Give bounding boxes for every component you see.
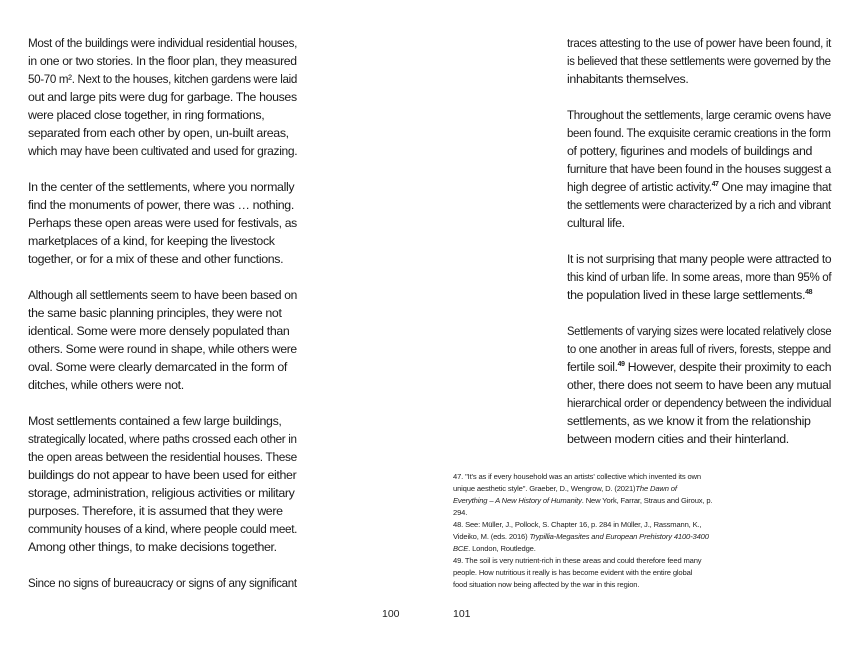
text-line: purposes. Therefore, it is assumed that they were <box>28 504 283 518</box>
text-line: furniture that have been found in the houses suggest a <box>567 162 831 176</box>
text-line: of pottery, figurines and models of buildings and <box>567 144 813 158</box>
text-line: community houses of a kind, where people could meet. <box>28 522 298 536</box>
text-line: storage, administration, religious activities or military <box>28 486 295 500</box>
text-segment: . New York, Farrar, Straus and Giroux, p. <box>581 496 713 505</box>
footnote-47: 47. "It's as if every household was an artists' collective which invented its own <box>453 472 701 481</box>
footnote-ref-47[interactable]: 47 <box>711 181 719 188</box>
footnote-48-cont <box>453 543 723 555</box>
text-line: Although all settlements seem to have been based on <box>28 288 297 302</box>
text-line: strategically located, where paths crossed each other in <box>28 432 297 446</box>
text-line: hierarchical order or dependency between the individual <box>567 396 832 410</box>
paragraph <box>28 34 298 160</box>
text-line: settlements, as we know it from the relationship <box>567 414 811 428</box>
footnote-49-cont: people. How nutritious it really is has become evident with the entire global <box>453 568 693 577</box>
text-line <box>567 358 832 376</box>
text-segment: the population lived in these large settlements. <box>567 288 806 302</box>
text-line <box>567 286 827 304</box>
footnote-49-cont: food situation now being affected by the war in this region. <box>453 580 640 589</box>
text-line: the open areas between the residential houses. These <box>28 450 297 464</box>
text-segment: fertile soil. <box>567 360 618 374</box>
text-line: marketplaces of a kind, for keeping the livestock <box>28 234 275 248</box>
text-line: together, or for a mix of these and other functions. <box>28 252 284 266</box>
text-line: 50-70 m². Next to the houses, kitchen gardens were laid <box>28 72 297 86</box>
footnote-47-cont <box>453 495 723 507</box>
text-line: Most of the buildings were individual residential houses, <box>28 36 298 50</box>
footnote-47-cont: 294. <box>453 508 468 517</box>
text-line: oval. Some were clearly demarcated in the form of <box>28 360 288 374</box>
text-segment: unique aesthetic style". Graeber, D., Wengrow, D. (2021) <box>453 484 636 493</box>
text-line: traces attesting to the use of power have been found, it <box>567 36 832 50</box>
page-number-left: 100 <box>382 608 400 620</box>
text-line: others. Some were round in shape, while others were <box>28 342 297 356</box>
text-line: other, there does not seem to have been any mutual <box>567 378 831 392</box>
text-line: which may have been cultivated and used for grazing. <box>28 144 298 158</box>
right-page <box>425 0 850 652</box>
paragraph <box>28 412 298 556</box>
text-line: inhabitants themselves. <box>567 72 689 86</box>
footnote-47-cont <box>453 483 723 495</box>
footnote-ref-49[interactable]: 49 <box>617 361 625 368</box>
text-line: Throughout the settlements, large ceramic ovens have <box>567 108 831 122</box>
text-line: been found. The exquisite ceramic creations in the form <box>567 126 831 140</box>
book-title: BCE <box>453 544 469 553</box>
text-line: ditches, while others were not. <box>28 378 184 392</box>
paragraph <box>28 286 297 394</box>
text-line: is believed that these settlements were governed by the <box>567 54 831 68</box>
paragraph <box>567 322 832 448</box>
text-line: to one another in areas full of rivers, forests, steppe and <box>567 342 831 356</box>
text-line: in one or two stories. In the floor plan, they measured <box>28 54 297 68</box>
text-line: this kind of urban life. In some areas, more than 95% of <box>567 270 832 284</box>
text-line: were placed close together, in ring formations, <box>28 108 265 122</box>
paragraph <box>567 250 832 304</box>
text-line: Among other things, to make decisions together. <box>28 540 277 554</box>
book-title: The Dawn of <box>635 484 677 493</box>
footnote-49: 49. The soil is very nutrient-rich in these areas and could therefore feed many <box>453 556 702 565</box>
text-line: Most settlements contained a few large buildings, <box>28 414 282 428</box>
book-title: Trypillia-Megasites and European Prehistory 4100-3400 <box>529 532 709 541</box>
text-line: out and large pits were dug for garbage. The houses <box>28 90 297 104</box>
text-line: cultural life. <box>567 216 625 230</box>
paragraph <box>28 178 297 268</box>
paragraph <box>567 106 832 232</box>
text-line: Perhaps these open areas were used for festivals, as <box>28 216 297 230</box>
text-line: separated from each other by open, un-built areas, <box>28 126 289 140</box>
text-line: find the monuments of power, there was … nothing. <box>28 198 294 212</box>
paragraph <box>28 574 297 592</box>
left-page-body <box>28 34 298 610</box>
right-page-body <box>567 34 832 466</box>
page-number-right: 101 <box>453 608 471 620</box>
paragraph <box>567 34 832 88</box>
footnote-48-cont <box>453 531 723 543</box>
text-segment: One may imagine that <box>718 180 832 194</box>
footnote-ref-48[interactable]: 48 <box>805 289 813 296</box>
text-line: the settlements were characterized by a rich and vibrant <box>567 198 831 212</box>
text-line: It is not surprising that many people were attracted to <box>567 252 832 266</box>
text-line: the same basic planning principles, they were not <box>28 306 282 320</box>
text-segment: Videiko, M. (eds. 2016) <box>453 532 530 541</box>
text-line: buildings do not appear to have been used for either <box>28 468 297 482</box>
footnote-48: 48. See: Müller, J., Pollock, S. Chapter 16, p. 284 in Müller, J., Rassmann, K., <box>453 520 702 529</box>
text-line: Since no signs of bureaucracy or signs of any significant <box>28 576 297 590</box>
text-line <box>567 178 832 196</box>
text-segment: . London, Routledge. <box>468 544 536 553</box>
footnotes <box>453 471 723 591</box>
text-line: identical. Some were more densely populated than <box>28 324 290 338</box>
book-title: Everything – A New History of Humanity <box>453 496 582 505</box>
text-segment: high degree of artistic activity. <box>567 180 712 194</box>
text-line: Settlements of varying sizes were located relatively close <box>567 324 832 338</box>
text-segment: However, despite their proximity to each <box>624 360 832 374</box>
text-line: between modern cities and their hinterland. <box>567 432 789 446</box>
text-line: In the center of the settlements, where you normally <box>28 180 295 194</box>
